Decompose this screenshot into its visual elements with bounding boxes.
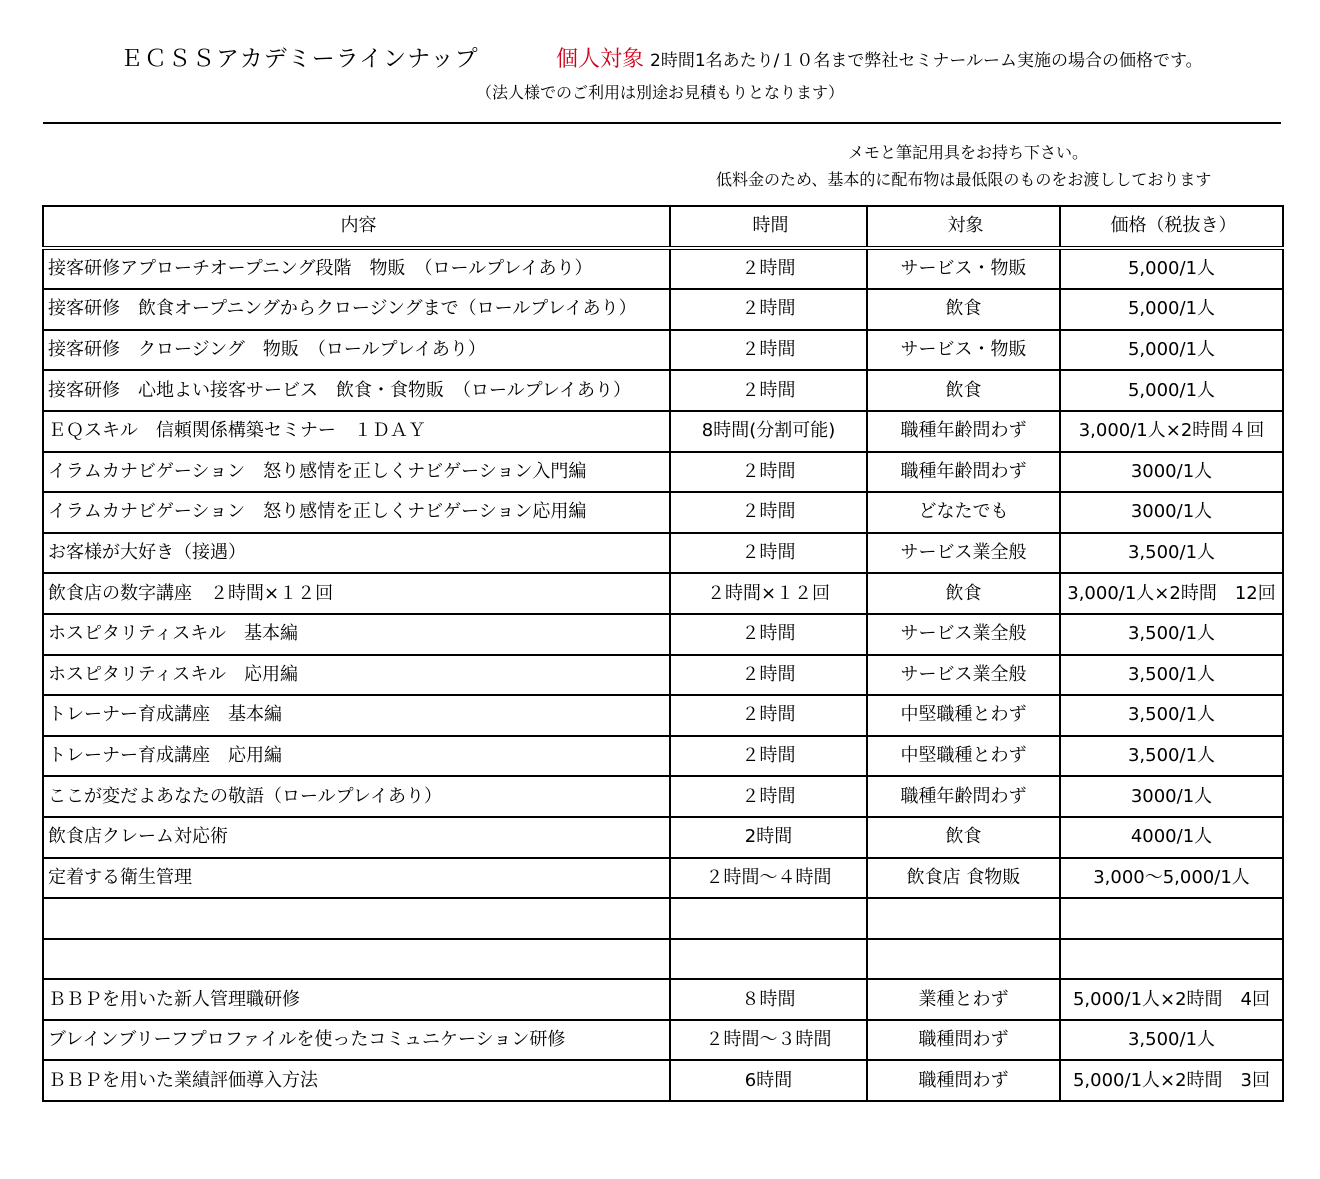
audience-cell: サービス業全般 xyxy=(867,614,1060,655)
audience-cell: 職種年齢問わず xyxy=(867,776,1060,817)
price-cell: 3000/1人 xyxy=(1060,452,1283,493)
course-name-cell: ここが変だよあなたの敬語（ロールプレイあり） xyxy=(43,776,670,817)
duration-cell: ２時間 xyxy=(670,289,867,330)
course-name-cell: ホスピタリティスキル 応用編 xyxy=(43,655,670,696)
course-name-cell: 接客研修 飲食オープニングからクロージングまで（ロールプレイあり） xyxy=(43,289,670,330)
duration-cell: ２時間 xyxy=(670,655,867,696)
course-name-cell: ＥＱスキル 信頼関係構築セミナー １ＤＡＹ xyxy=(43,411,670,452)
course-name-cell: トレーナー育成講座 基本編 xyxy=(43,695,670,736)
table-header-row xyxy=(43,206,1283,248)
duration-cell xyxy=(670,898,867,939)
table-row xyxy=(43,411,1283,452)
audience-cell: どなたでも xyxy=(867,492,1060,533)
audience-cell: 飲食 xyxy=(867,573,1060,614)
course-name-cell: ＢＢＰを用いた業績評価導入方法 xyxy=(43,1060,670,1101)
table-body xyxy=(43,248,1283,1101)
table-row xyxy=(43,533,1283,574)
table-row xyxy=(43,289,1283,330)
audience-cell xyxy=(867,898,1060,939)
duration-cell: ２時間 xyxy=(670,533,867,574)
duration-cell: ２時間 xyxy=(670,248,867,290)
audience-cell: 業種とわず xyxy=(867,979,1060,1020)
duration-cell: ２時間 xyxy=(670,695,867,736)
duration-cell: ２時間 xyxy=(670,452,867,493)
course-name-cell: イラムカナビゲーション 怒り感情を正しくナビゲーション応用編 xyxy=(43,492,670,533)
duration-cell: ２時間 xyxy=(670,370,867,411)
price-cell: 4000/1人 xyxy=(1060,817,1283,858)
table-row xyxy=(43,898,1283,939)
table-row xyxy=(43,330,1283,371)
table-row xyxy=(43,817,1283,858)
audience-cell: サービス業全般 xyxy=(867,655,1060,696)
price-cell: 3,500/1人 xyxy=(1060,1020,1283,1061)
table-row xyxy=(43,858,1283,899)
header-content: 内容 xyxy=(43,206,670,248)
price-cell: 5,000/1人 xyxy=(1060,289,1283,330)
price-cell xyxy=(1060,939,1283,980)
course-name-cell: イラムカナビゲーション 怒り感情を正しくナビゲーション入門編 xyxy=(43,452,670,493)
price-cell: 5,000/1人 xyxy=(1060,370,1283,411)
header-time: 時間 xyxy=(670,206,867,248)
course-name-cell xyxy=(43,898,670,939)
lineup-table xyxy=(42,205,1284,1102)
table-row xyxy=(43,1020,1283,1061)
audience-cell xyxy=(867,939,1060,980)
audience-cell: サービス・物販 xyxy=(867,330,1060,371)
handout-note: 低料金のため、基本的に配布物は最低限のものをお渡ししております xyxy=(716,170,1212,189)
price-cell: 5,000/1人×2時間 4回 xyxy=(1060,979,1283,1020)
price-cell: 3,000/1人×2時間 12回 xyxy=(1060,573,1283,614)
header-target: 対象 xyxy=(867,206,1060,248)
price-cell: 3,500/1人 xyxy=(1060,695,1283,736)
audience-cell: サービス業全般 xyxy=(867,533,1060,574)
duration-cell: ２時間 xyxy=(670,614,867,655)
course-name-cell: ブレインブリーフプロファイルを使ったコミュニケーション研修 xyxy=(43,1020,670,1061)
corporate-note: （法人様でのご利用は別途お見積もりとなります） xyxy=(476,83,845,102)
course-name-cell: ＢＢＰを用いた新人管理職研修 xyxy=(43,979,670,1020)
course-name-cell: 接客研修 心地よい接客サービス 飲食・食物販 （ロールプレイあり） xyxy=(43,370,670,411)
duration-cell: ２時間 xyxy=(670,330,867,371)
course-name-cell: 接客研修アプローチオープニング段階 物販 （ロールプレイあり） xyxy=(43,248,670,290)
table-row xyxy=(43,939,1283,980)
audience-cell: 飲食店 食物販 xyxy=(867,858,1060,899)
table-row xyxy=(43,492,1283,533)
table-row xyxy=(43,573,1283,614)
price-cell: 3000/1人 xyxy=(1060,492,1283,533)
duration-cell: 2時間 xyxy=(670,817,867,858)
table-row xyxy=(43,736,1283,777)
price-cell: 3,500/1人 xyxy=(1060,736,1283,777)
memo-note: メモと筆記用具をお持ち下さい。 xyxy=(848,143,1089,162)
price-cell: 3,000/1人×2時間４回 xyxy=(1060,411,1283,452)
price-cell: 3,500/1人 xyxy=(1060,614,1283,655)
audience-cell: 中堅職種とわず xyxy=(867,736,1060,777)
course-name-cell: ホスピタリティスキル 基本編 xyxy=(43,614,670,655)
target-audience-line xyxy=(556,42,1203,73)
table-row xyxy=(43,370,1283,411)
table-row xyxy=(43,695,1283,736)
price-cell: 3,000～5,000/1人 xyxy=(1060,858,1283,899)
price-cell: 5,000/1人 xyxy=(1060,330,1283,371)
price-cell: 3000/1人 xyxy=(1060,776,1283,817)
audience-cell: サービス・物販 xyxy=(867,248,1060,290)
course-name-cell: トレーナー育成講座 応用編 xyxy=(43,736,670,777)
duration-cell xyxy=(670,939,867,980)
duration-cell: ２時間 xyxy=(670,492,867,533)
course-name-cell xyxy=(43,939,670,980)
course-name-cell: 飲食店クレーム対応術 xyxy=(43,817,670,858)
table-row xyxy=(43,248,1283,290)
duration-cell: ２時間～４時間 xyxy=(670,858,867,899)
price-cell: 3,500/1人 xyxy=(1060,655,1283,696)
price-note: 2時間1名あたり/１０名まで弊社セミナールーム実施の場合の価格です。 xyxy=(650,51,1203,71)
table-row xyxy=(43,452,1283,493)
duration-cell: ２時間×１２回 xyxy=(670,573,867,614)
course-name-cell: 飲食店の数字講座 ２時間×１２回 xyxy=(43,573,670,614)
audience-cell: 職種年齢問わず xyxy=(867,411,1060,452)
table-row xyxy=(43,776,1283,817)
price-cell: 5,000/1人×2時間 3回 xyxy=(1060,1060,1283,1101)
course-name-cell: 接客研修 クロージング 物販 （ロールプレイあり） xyxy=(43,330,670,371)
audience-cell: 中堅職種とわず xyxy=(867,695,1060,736)
audience-cell: 飲食 xyxy=(867,370,1060,411)
audience-cell: 職種問わず xyxy=(867,1020,1060,1061)
duration-cell: ８時間 xyxy=(670,979,867,1020)
price-cell xyxy=(1060,898,1283,939)
audience-cell: 飲食 xyxy=(867,817,1060,858)
audience-cell: 職種問わず xyxy=(867,1060,1060,1101)
duration-cell: ２時間～３時間 xyxy=(670,1020,867,1061)
price-cell: 5,000/1人 xyxy=(1060,248,1283,290)
divider xyxy=(43,122,1281,124)
duration-cell: ２時間 xyxy=(670,776,867,817)
duration-cell: ２時間 xyxy=(670,736,867,777)
audience-cell: 職種年齢問わず xyxy=(867,452,1060,493)
duration-cell: 8時間(分割可能) xyxy=(670,411,867,452)
target-label: 個人対象 xyxy=(556,47,645,72)
course-name-cell: 定着する衛生管理 xyxy=(43,858,670,899)
course-name-cell: お客様が大好き（接遇） xyxy=(43,533,670,574)
page-title: ＥＣＳＳアカデミーラインナップ xyxy=(120,46,479,72)
audience-cell: 飲食 xyxy=(867,289,1060,330)
table-row xyxy=(43,655,1283,696)
table-row xyxy=(43,614,1283,655)
price-cell: 3,500/1人 xyxy=(1060,533,1283,574)
table-row xyxy=(43,979,1283,1020)
header-price: 価格（税抜き） xyxy=(1060,206,1283,248)
table-row xyxy=(43,1060,1283,1101)
duration-cell: 6時間 xyxy=(670,1060,867,1101)
